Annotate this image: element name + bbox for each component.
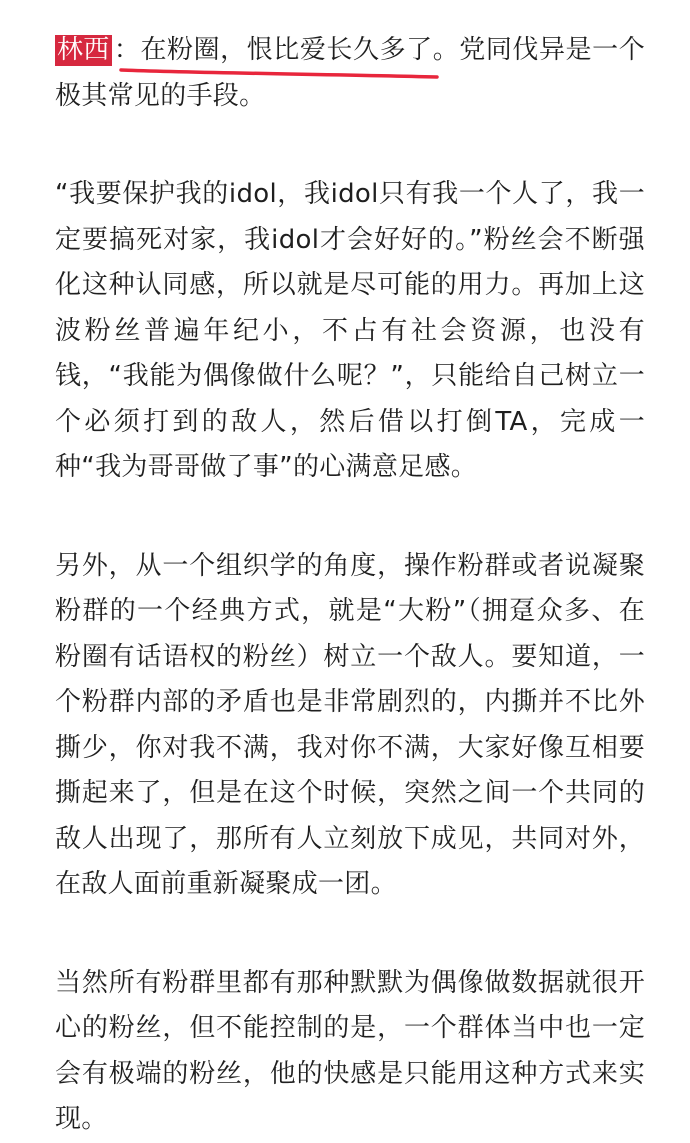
paragraph-2: “我要保护我的idol，我idol只有我一个人了，我一定要搞死对家，我idol才会好好的。”粉丝会不断强化这种认同感，所以就是尽可能的用力。再加上这波粉丝普遍年纪小，不占有社会资源，也没有钱，“我能为偶像做什么呢？”，只能给自己树立一个必须打到的敌人，然后借以打倒TA，完成一种“我为哥哥做了事”的心满意足感。 bbox=[55, 179, 645, 482]
article-body bbox=[55, 28, 645, 1143]
paragraph-1-rest: 党同伐异是一个极其常见的手段。 bbox=[55, 35, 645, 111]
speaker-colon: ： bbox=[113, 35, 141, 65]
paragraph-1 bbox=[55, 28, 645, 119]
highlighted-sentence: 在粉圈，恨比爱长久多了。 bbox=[140, 35, 460, 65]
paragraph-3: 另外，从一个组织学的角度，操作粉群或者说凝聚粉群的一个经典方式，就是“大粉”（拥趸众多、在粉圈有话语权的粉丝）树立一个敌人。要知道，一个粉群内部的矛盾也是非常剧烈的，内撕并不比外撕少，你对我不满，我对你不满，大家好像互相要撕起来了，但是在这个时候，突然之间一个共同的敌人出现了，那所有人立刻放下成见，共同对外，在敌人面前重新凝聚成一团。 bbox=[55, 550, 645, 899]
paragraph-4: 当然所有粉群里都有那种默默为偶像做数据就很开心的粉丝，但不能控制的是，一个群体当中也一定会有极端的粉丝，他的快感是只能用这种方式来实现。 bbox=[55, 967, 645, 1134]
speaker-name-tag: 林西 bbox=[57, 35, 110, 65]
